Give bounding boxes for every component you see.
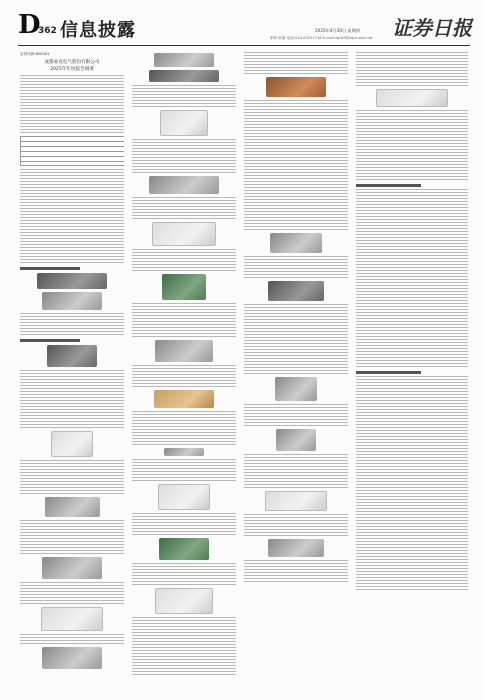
text-block [244,124,348,158]
text-block [20,370,124,404]
product-photo [154,390,214,408]
text-block [356,225,468,259]
product-photo [266,77,326,97]
text-block [20,75,124,109]
text-block [132,85,236,107]
column-1 [20,50,124,690]
text-block [244,404,348,426]
text-block [132,617,236,651]
text-block [20,193,124,227]
text-block [132,513,236,535]
product-photo [149,176,219,194]
product-photo [37,273,107,289]
subhead [356,184,421,187]
product-photo [152,222,216,246]
text-block [244,52,348,74]
text-block [20,111,124,133]
text-block [20,582,124,604]
announcement-company: 成都豪克电气股份有限公司 [44,59,100,65]
product-photo [276,429,316,451]
text-block [356,146,468,180]
text-block [356,333,468,367]
text-block [132,197,236,219]
text-block [244,340,348,374]
subhead [20,267,80,270]
column-4 [356,50,468,690]
contact-line: 制作:何嘉 电话:010-83251716 E-mail:zqrb9@zqrb.sina.net [270,36,373,40]
product-photo [45,497,100,517]
certificate-image [155,588,213,614]
product-photo [268,539,324,557]
product-photo [159,538,209,560]
text-block [244,560,348,582]
text-block [244,160,348,194]
text-block [356,52,468,86]
text-block [132,139,236,173]
section-title: 信息披露 [60,20,136,41]
text-block [20,634,124,644]
text-block [20,520,124,554]
newspaper-masthead: 证券日报 [392,16,472,40]
publication-date: 2025年4月30日 星期四 [315,28,361,33]
text-block [356,520,468,554]
product-photo [268,281,324,301]
text-block [132,303,236,337]
product-photo [149,70,219,82]
text-block [20,229,124,263]
text-block [356,297,468,331]
header-rule [18,45,470,46]
text-block [244,256,348,278]
subhead [20,339,80,342]
subhead [356,371,421,374]
text-block [356,448,468,482]
product-photo [42,557,102,579]
text-block [356,376,468,410]
product-photo [41,607,103,631]
text-block [356,261,468,295]
text-block [356,484,468,518]
product-photo [155,340,213,362]
text-block [244,100,348,122]
page-number: 362 [38,26,57,36]
product-photo [265,491,327,511]
announcement-code: 证券代码:600001 [20,52,50,56]
product-photo [158,484,210,510]
product-photo [376,89,448,107]
text-block [132,365,236,387]
text-block [244,304,348,338]
product-photo [162,274,206,300]
text-block [244,514,348,536]
column-2 [132,50,236,690]
text-block [20,313,124,335]
text-block [132,249,236,271]
announcement-subtitle: 2025年年度报告摘要 [50,67,94,72]
text-block [244,454,348,488]
text-block [20,406,124,428]
text-block [356,189,468,223]
section-letter: D [18,10,41,40]
text-block [132,459,236,481]
text-block [356,110,468,144]
data-table [20,136,124,166]
product-photo [47,345,97,367]
text-block [20,169,124,191]
text-block [132,411,236,445]
text-block [356,412,468,446]
text-block [132,563,236,585]
product-photo [154,53,214,67]
product-photo [160,110,208,136]
text-block [244,196,348,230]
product-photo [42,647,102,669]
column-3 [244,50,348,690]
product-photo [164,448,204,456]
page-header [0,0,484,44]
product-photo [275,377,317,401]
product-photo [42,292,102,310]
text-block [356,556,468,590]
text-block [20,460,124,494]
product-photo [51,431,93,457]
product-photo [270,233,322,253]
text-block [132,653,236,675]
